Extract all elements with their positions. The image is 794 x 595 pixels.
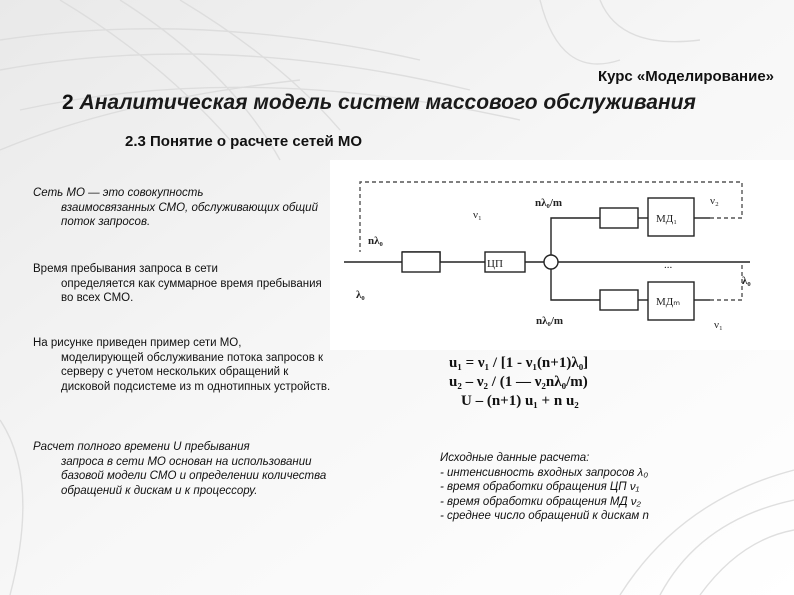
cpu-queue xyxy=(402,252,440,272)
paragraph-example xyxy=(33,336,333,394)
paragraph-rest: запроса в сети МО основан на использовании базовой модели СМО и определении количества обращений к дискам и к процессору. xyxy=(61,455,327,497)
label-n-lambda0-top: nλ₀/m xyxy=(535,197,563,209)
label-mdm: МДₘ xyxy=(656,296,681,308)
paragraph-rest: определяется как суммарное время пребывания во всех СМО. xyxy=(61,277,322,304)
label-nu1-top: ν₁ xyxy=(473,209,482,221)
section-number: 2 xyxy=(62,91,74,114)
formula-u2: u₂ – ν₂ / (1 — ν₂nλ₀/m) xyxy=(449,374,588,390)
subsection-title: 2.3 Понятие о расчете сетей МО xyxy=(125,133,363,150)
course-title: Курс «Моделирование» xyxy=(597,68,774,85)
network-diagram xyxy=(330,160,794,350)
routing-node xyxy=(544,255,558,269)
paragraph-rest: моделирующей обслуживание потока запросов к серверу с учетом нескольких обращений к дисковой подсистеме из m однотипных устройств. xyxy=(61,351,331,393)
param-item: - время обработки обращения МД ν₂ xyxy=(440,495,641,508)
paragraph-line: На рисунке приведен пример сети МО, xyxy=(33,337,242,349)
label-cpu: ЦП xyxy=(487,258,503,270)
label-nu2-top: ν₂ xyxy=(710,195,719,207)
label-md1: МД₁ xyxy=(656,213,678,225)
paragraph-calculation xyxy=(33,440,333,498)
label-lambda0-out: λ₀ xyxy=(742,275,751,287)
paragraph-line: Время пребывания запроса в сети xyxy=(33,263,218,275)
label-nu1-bottom: ν₁ xyxy=(714,319,723,331)
page-title xyxy=(62,91,696,115)
param-item: - среднее число обращений к дискам n xyxy=(440,510,649,522)
param-item: - время обработки обращения ЦП ν₁ xyxy=(440,481,640,493)
param-item: - интенсивность входных запросов λ₀ xyxy=(440,466,649,479)
formula-u1: u₁ = ν₁ / [1 - ν₁(n+1)λ₀] xyxy=(449,355,589,371)
section-title: Аналитическая модель систем массового обслуживания xyxy=(79,91,696,114)
label-dots: ... xyxy=(664,259,673,271)
formula-total: U – (n+1) u₁ + n u₂ xyxy=(461,393,579,409)
paragraph-rest: взаимосвязанных СМО, обслуживающих общий поток запросов. xyxy=(61,201,318,228)
label-n-lambda0-bottom: nλ₀/m xyxy=(536,315,564,327)
params-heading: Исходные данные расчета: xyxy=(440,452,590,464)
paragraph-line: Сеть МО — это совокупность xyxy=(33,187,204,199)
input-data-list xyxy=(440,451,649,524)
md1-queue xyxy=(600,208,638,228)
label-n-lambda0-left: nλ₀ xyxy=(368,235,383,247)
label-lambda0-in: λ₀ xyxy=(356,289,365,301)
formulas-block xyxy=(449,354,588,411)
paragraph-line: Расчет полного времени U пребывания xyxy=(33,441,250,453)
mdm-queue xyxy=(600,290,638,310)
paragraph-definition xyxy=(33,186,333,230)
paragraph-time xyxy=(33,262,333,306)
